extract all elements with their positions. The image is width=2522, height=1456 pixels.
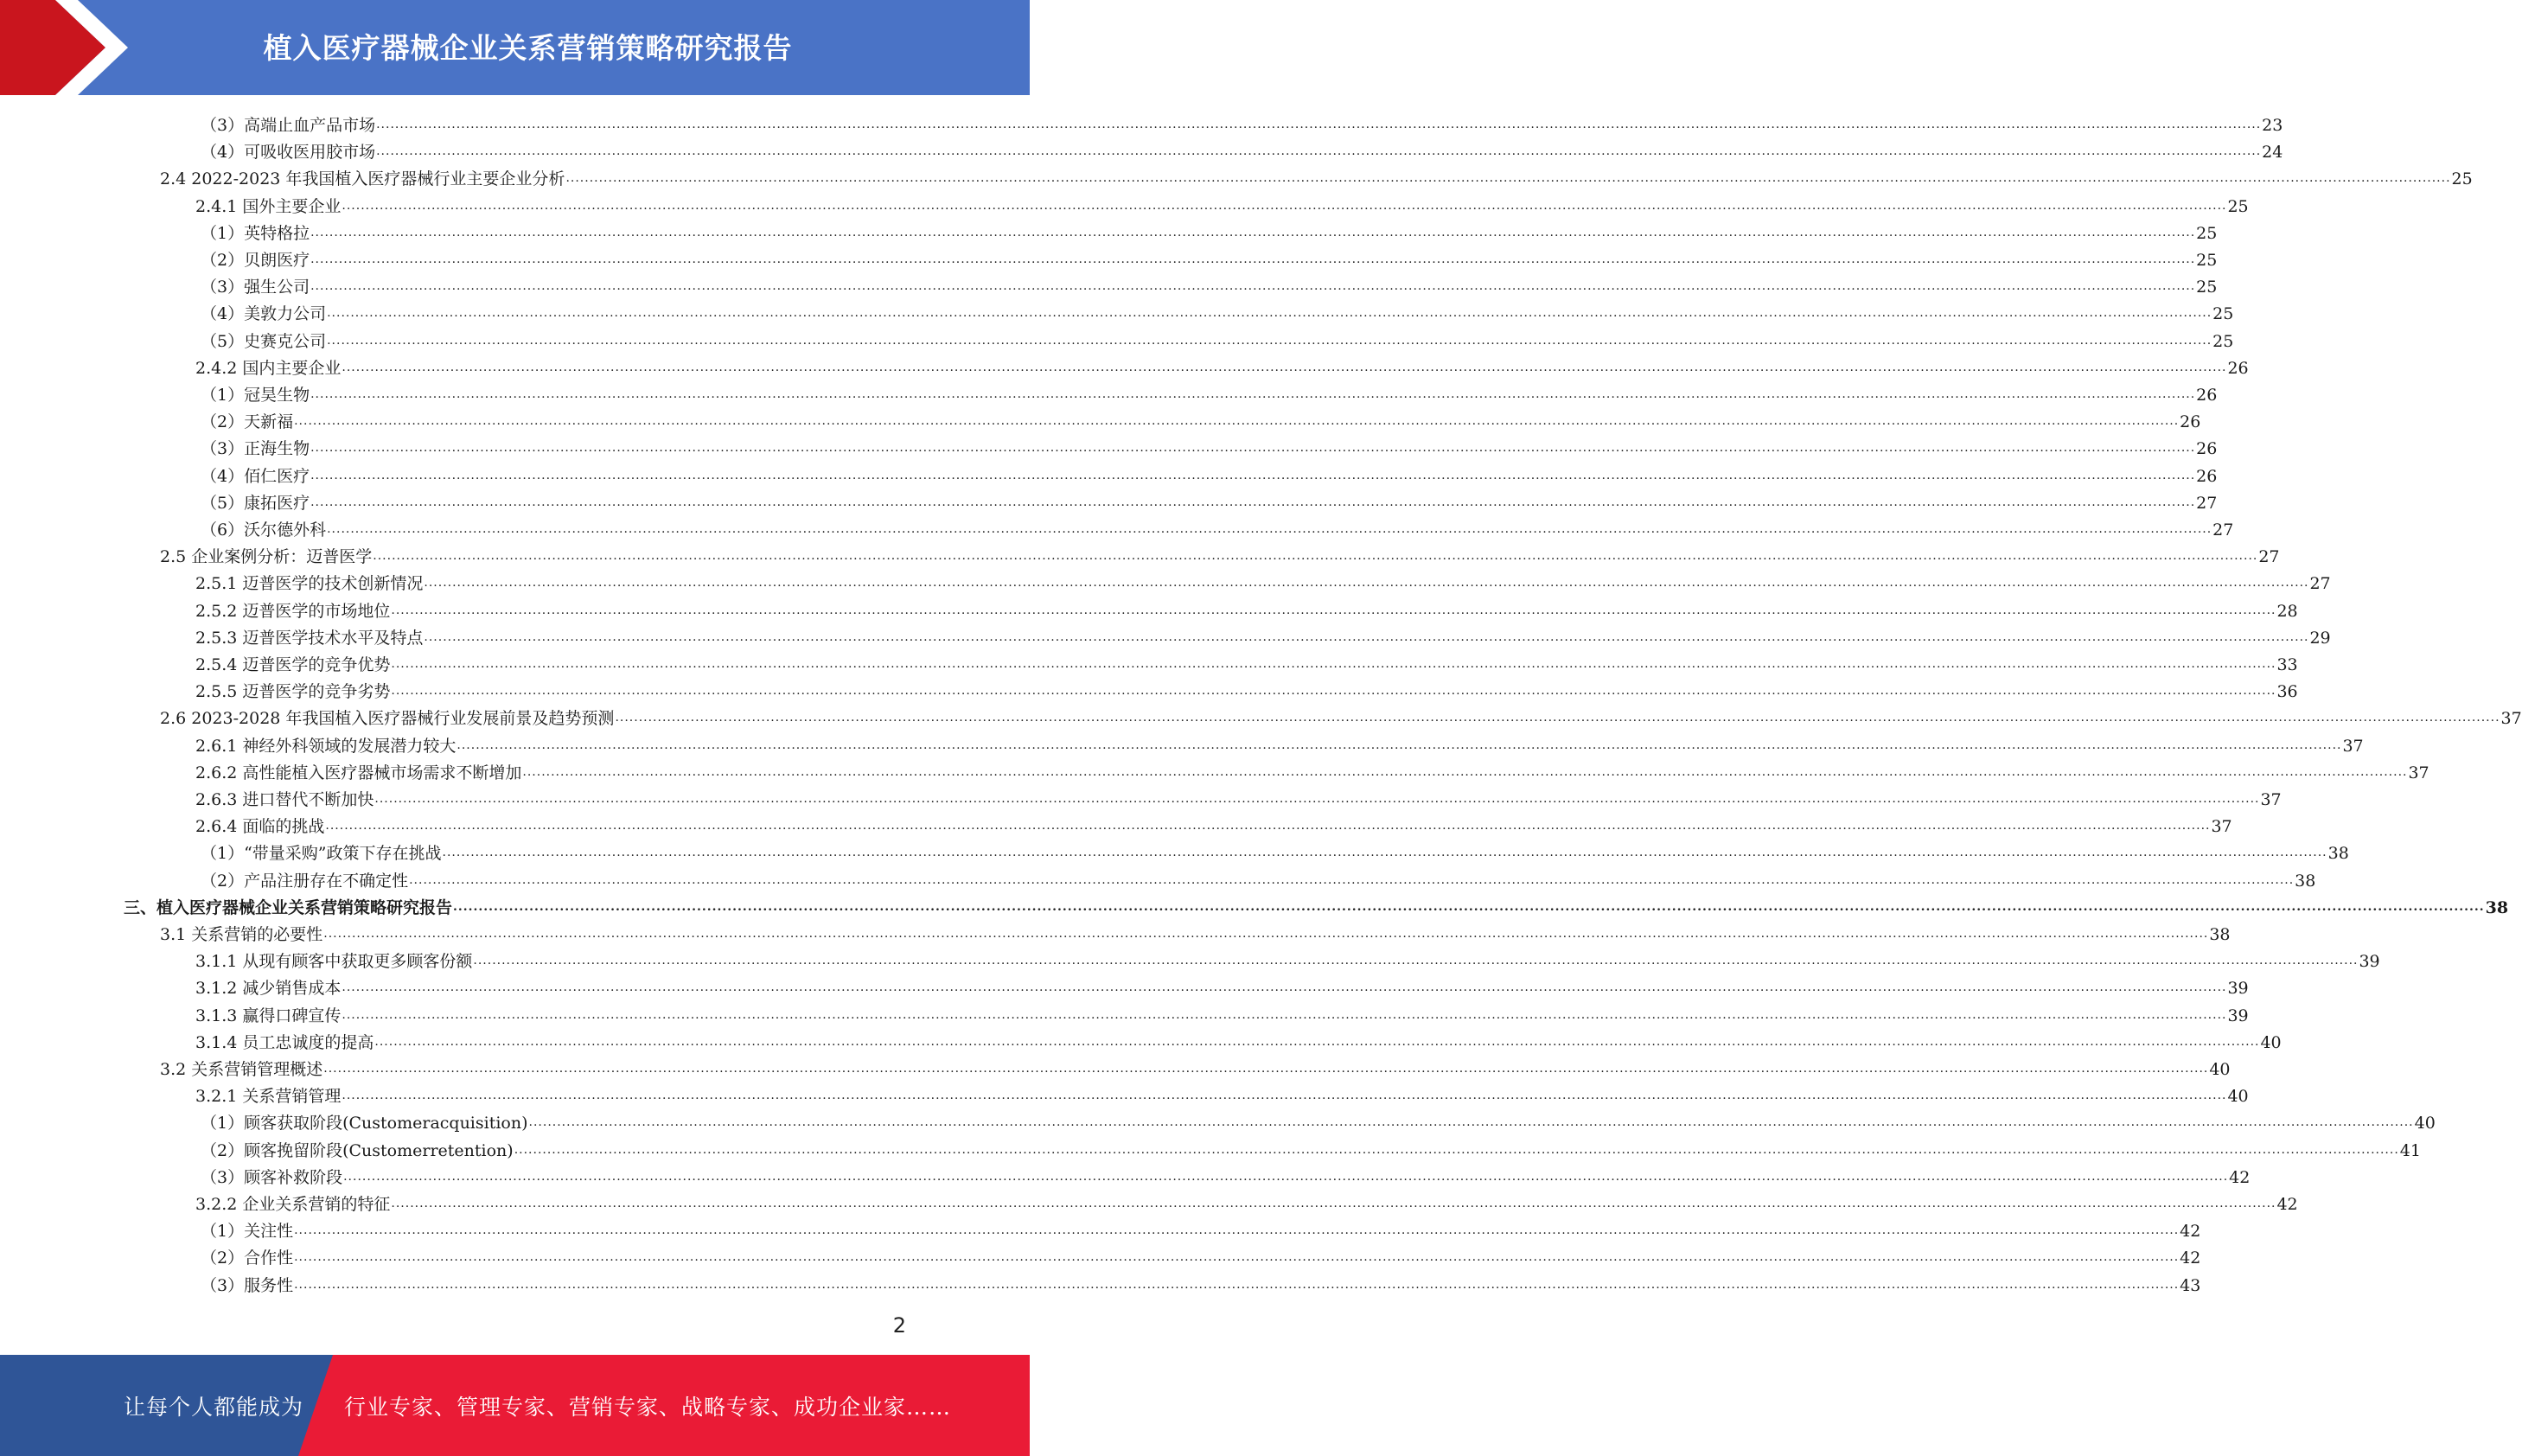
toc-leader-dots: ................................................................................................................................................................................................................................................................................................................................................................................................................ — [294, 1277, 2180, 1292]
toc-entry[interactable] — [195, 191, 2249, 217]
toc-entry-label: （3）高端止血产品市场 — [201, 116, 376, 135]
toc-leader-dots: ................................................................................................................................................................................................................................................................................................................................................................................................................ — [391, 684, 2276, 699]
page-footer — [0, 1355, 1030, 1456]
toc-entry-page: 38 — [2327, 844, 2349, 864]
toc-entry-page: 26 — [2196, 439, 2218, 459]
toc-entry-page: 38 — [2295, 871, 2316, 891]
toc-entry[interactable] — [201, 1270, 2201, 1296]
toc-entry-page: 25 — [2196, 223, 2218, 243]
toc-leader-dots: ................................................................................................................................................................................................................................................................................................................................................................................................................ — [565, 171, 2451, 186]
toc-entry-page: 40 — [2260, 1032, 2282, 1052]
toc-leader-dots: ................................................................................................................................................................................................................................................................................................................................................................................................................ — [342, 1089, 2227, 1103]
toc-entry-label: 2.6.1 神经外科领域的发展潜力较大 — [195, 736, 457, 756]
toc-entry-label: （1）冠昊生物 — [201, 386, 310, 405]
toc-entry-label: （5）康拓医疗 — [201, 493, 310, 513]
toc-entry-page: 24 — [2262, 143, 2283, 163]
toc-entry-page: 27 — [2309, 574, 2331, 594]
toc-entry-page: 39 — [2227, 1006, 2249, 1025]
toc-entry[interactable] — [201, 865, 2316, 891]
toc-leader-dots: ................................................................................................................................................................................................................................................................................................................................................................................................................ — [294, 1223, 2180, 1238]
toc-leader-dots: ................................................................................................................................................................................................................................................................................................................................................................................................................ — [294, 414, 2180, 429]
toc-entry-page: 27 — [2212, 520, 2234, 540]
toc-entry[interactable] — [195, 757, 2429, 783]
toc-entry[interactable] — [201, 406, 2201, 432]
toc-entry-label: 2.5.1 迈普医学的技术创新情况 — [195, 574, 424, 594]
toc-entry-page: 29 — [2309, 628, 2331, 648]
toc-entry-page: 42 — [2180, 1222, 2201, 1242]
toc-entry-page: 40 — [2209, 1060, 2231, 1079]
toc-leader-dots: ................................................................................................................................................................................................................................................................................................................................................................................................................ — [391, 603, 2276, 617]
toc-entry[interactable] — [195, 676, 2298, 702]
toc-leader-dots: ................................................................................................................................................................................................................................................................................................................................................................................................................ — [514, 1142, 2399, 1157]
toc-entry-label: 2.4.1 国外主要企业 — [195, 196, 342, 216]
toc-entry[interactable] — [195, 568, 2331, 594]
toc-entry-label: 2.5.5 迈普医学的竞争劣势 — [195, 682, 391, 702]
toc-entry[interactable] — [160, 1054, 2231, 1080]
toc-entry-label: （6）沃尔德外科 — [201, 520, 327, 540]
toc-leader-dots: ................................................................................................................................................................................................................................................................................................................................................................................................................ — [374, 792, 2260, 806]
toc-entry[interactable] — [195, 1000, 2249, 1026]
toc-leader-dots: ................................................................................................................................................................................................................................................................................................................................................................................................................ — [615, 711, 2500, 725]
toc-leader-dots: ................................................................................................................................................................................................................................................................................................................................................................................................................ — [424, 629, 2309, 644]
toc-leader-dots: ................................................................................................................................................................................................................................................................................................................................................................................................................ — [391, 657, 2276, 671]
toc-leader-dots: ................................................................................................................................................................................................................................................................................................................................................................................................................ — [376, 118, 2262, 131]
toc-leader-dots: ................................................................................................................................................................................................................................................................................................................................................................................................................ — [424, 576, 2309, 591]
toc-entry-page: 37 — [2260, 790, 2282, 809]
toc-entry[interactable] — [201, 838, 2349, 864]
toc-entry-label: 2.5.4 迈普医学的竞争优势 — [195, 655, 391, 674]
toc-entry-page: 42 — [2229, 1167, 2251, 1187]
toc-entry-page: 26 — [2227, 358, 2249, 378]
toc-leader-dots: ................................................................................................................................................................................................................................................................................................................................................................................................................ — [342, 980, 2227, 995]
toc-entry-page: 27 — [2196, 493, 2218, 513]
toc-entry-page: 37 — [2408, 763, 2429, 782]
toc-entry[interactable] — [160, 919, 2231, 945]
toc-entry-label: （3）正海生物 — [201, 439, 310, 459]
toc-entry-label: （3）强生公司 — [201, 278, 310, 297]
toc-entry-label: 3.1.2 减少销售成本 — [195, 979, 342, 999]
toc-leader-dots: ................................................................................................................................................................................................................................................................................................................................................................................................................ — [294, 1250, 2180, 1265]
toc-entry-page: 36 — [2276, 682, 2298, 702]
toc-entry-label: 3.1.1 从现有顾客中获取更多顾客份额 — [195, 952, 473, 972]
toc-leader-dots: ................................................................................................................................................................................................................................................................................................................................................................................................................ — [310, 495, 2196, 509]
toc-entry[interactable] — [195, 1081, 2249, 1107]
toc-entry-label: （1）英特格拉 — [201, 223, 310, 243]
toc-leader-dots: ................................................................................................................................................................................................................................................................................................................................................................................................................ — [327, 306, 2212, 321]
toc-leader-dots: ................................................................................................................................................................................................................................................................................................................................................................................................................ — [409, 872, 2295, 887]
footer-slogan-right: 行业专家、管理专家、营销专家、战略专家、成功企业家…… — [344, 1394, 952, 1420]
toc-entry[interactable] — [195, 946, 2380, 972]
toc-leader-dots: ................................................................................................................................................................................................................................................................................................................................................................................................................ — [376, 144, 2262, 159]
toc-entry-page: 39 — [2227, 979, 2249, 999]
toc-leader-dots: ................................................................................................................................................................................................................................................................................................................................................................................................................ — [453, 899, 2485, 914]
toc-entry-label: （4）可吸收医用胶市场 — [201, 143, 376, 163]
toc-entry-label: 2.6 2023-2028 年我国植入医疗器械行业发展前景及趋势预测 — [160, 709, 615, 729]
toc-entry-label: 3.1 关系营销的必要性 — [160, 925, 323, 944]
toc-leader-dots: ................................................................................................................................................................................................................................................................................................................................................................................................................ — [374, 1034, 2260, 1049]
toc-entry-label: （4）美敦力公司 — [201, 304, 327, 324]
document-title: 植入医疗器械企业关系营销策略研究报告 — [263, 30, 793, 65]
toc-entry[interactable] — [160, 541, 2280, 567]
toc-entry-page: 38 — [2485, 897, 2509, 917]
toc-entry[interactable] — [201, 433, 2218, 459]
toc-entry-page: 33 — [2276, 655, 2298, 674]
toc-entry-page: 28 — [2276, 601, 2298, 621]
toc-entry-page: 41 — [2399, 1140, 2421, 1160]
toc-entry[interactable] — [201, 1216, 2201, 1242]
toc-leader-dots: ................................................................................................................................................................................................................................................................................................................................................................................................................ — [310, 252, 2196, 266]
toc-entry[interactable] — [195, 811, 2232, 837]
toc-entry-page: 40 — [2227, 1087, 2249, 1107]
toc-entry-page: 27 — [2258, 547, 2280, 567]
toc-entry[interactable] — [201, 326, 2234, 352]
toc-leader-dots: ................................................................................................................................................................................................................................................................................................................................................................................................................ — [442, 846, 2327, 860]
toc-entry-page: 39 — [2359, 952, 2380, 972]
toc-entry[interactable] — [201, 110, 2283, 136]
toc-entry[interactable] — [201, 1108, 2436, 1134]
toc-entry-page: 43 — [2180, 1275, 2201, 1295]
toc-entry-label: 2.6.2 高性能植入医疗器械市场需求不断增加 — [195, 763, 522, 782]
toc-entry-label: （3）服务性 — [201, 1275, 294, 1295]
toc-entry[interactable] — [201, 1242, 2201, 1268]
toc-entry-page: 26 — [2196, 386, 2218, 405]
toc-entry[interactable] — [201, 1162, 2251, 1188]
footer-slogan-left: 让每个人都能成为 — [124, 1394, 304, 1420]
toc-entry-label: 2.5 企业案例分析：迈普医学 — [160, 547, 373, 567]
toc-entry-label: 2.4.2 国内主要企业 — [195, 358, 342, 378]
toc-leader-dots: ................................................................................................................................................................................................................................................................................................................................................................................................................ — [343, 1169, 2229, 1184]
toc-entry-page: 23 — [2262, 116, 2283, 135]
toc-leader-dots: ................................................................................................................................................................................................................................................................................................................................................................................................................ — [528, 1115, 2414, 1130]
toc-entry-page: 25 — [2212, 331, 2234, 351]
toc-entry-label: （4）佰仁医疗 — [201, 466, 310, 486]
toc-entry-label: （1）顾客获取阶段(Customeracquisition) — [201, 1114, 528, 1134]
toc-entry[interactable] — [195, 1027, 2282, 1053]
toc-entry-page: 37 — [2211, 817, 2232, 837]
toc-entry-label: （2）产品注册存在不确定性 — [201, 871, 409, 891]
toc-leader-dots: ................................................................................................................................................................................................................................................................................................................................................................................................................ — [327, 333, 2212, 348]
toc-entry[interactable] — [201, 245, 2218, 271]
toc-entry[interactable] — [195, 784, 2282, 810]
toc-leader-dots: ................................................................................................................................................................................................................................................................................................................................................................................................................ — [342, 360, 2227, 374]
toc-leader-dots: ................................................................................................................................................................................................................................................................................................................................................................................................................ — [310, 441, 2196, 456]
toc-entry-label: （1）“带量采购”政策下存在挑战 — [201, 844, 442, 864]
toc-leader-dots: ................................................................................................................................................................................................................................................................................................................................................................................................................ — [323, 1062, 2209, 1076]
toc-leader-dots: ................................................................................................................................................................................................................................................................................................................................................................................................................ — [342, 1007, 2227, 1022]
toc-leader-dots: ................................................................................................................................................................................................................................................................................................................................................................................................................ — [310, 279, 2196, 294]
toc-entry[interactable] — [201, 298, 2234, 324]
toc-entry[interactable] — [160, 163, 2473, 189]
toc-entry-label: 3.1.3 赢得口碑宣传 — [195, 1006, 342, 1025]
toc-entry-label: 3.2.2 企业关系营销的特征 — [195, 1195, 391, 1214]
toc-entry-label: 3.1.4 员工忠诚度的提高 — [195, 1032, 374, 1052]
toc-entry-page: 37 — [2500, 709, 2522, 729]
toc-entry-page: 25 — [2212, 304, 2234, 324]
page-header — [0, 0, 1030, 95]
toc-entry-label: 2.5.3 迈普医学技术水平及特点 — [195, 628, 424, 648]
toc-entry[interactable] — [201, 137, 2283, 163]
toc-entry-label: （2）贝朗医疗 — [201, 251, 310, 270]
toc-chapter-entry[interactable] — [124, 892, 2509, 918]
toc-entry[interactable] — [195, 623, 2331, 648]
toc-leader-dots: ................................................................................................................................................................................................................................................................................................................................................................................................................ — [327, 522, 2212, 536]
toc-entry[interactable] — [201, 1135, 2421, 1161]
toc-leader-dots: ................................................................................................................................................................................................................................................................................................................................................................................................................ — [310, 468, 2196, 482]
toc-entry-label: 2.6.3 进口替代不断加快 — [195, 790, 374, 809]
toc-leader-dots: ................................................................................................................................................................................................................................................................................................................................................................................................................ — [391, 1197, 2276, 1210]
toc-entry-label: （2）合作性 — [201, 1248, 294, 1268]
toc-entry-page: 38 — [2209, 925, 2231, 944]
toc-leader-dots: ................................................................................................................................................................................................................................................................................................................................................................................................................ — [522, 764, 2408, 779]
toc-entry[interactable] — [195, 973, 2249, 999]
toc-entry[interactable] — [195, 731, 2364, 757]
toc-entry-page: 40 — [2414, 1114, 2436, 1134]
toc-entry-label: （5）史赛克公司 — [201, 331, 327, 351]
page-number: 2 — [892, 1313, 906, 1338]
toc-entry[interactable] — [201, 271, 2218, 297]
toc-entry-label: （1）关注性 — [201, 1222, 294, 1242]
toc-entry[interactable] — [195, 353, 2249, 379]
toc-leader-dots: ................................................................................................................................................................................................................................................................................................................................................................................................................ — [373, 549, 2258, 564]
toc-entry-label: 3.2.1 关系营销管理 — [195, 1087, 342, 1107]
toc-leader-dots: ................................................................................................................................................................................................................................................................................................................................................................................................................ — [325, 819, 2211, 833]
toc-entry[interactable] — [201, 380, 2218, 406]
toc-entry-label: 2.6.4 面临的挑战 — [195, 817, 325, 837]
toc-entry-page: 37 — [2342, 736, 2364, 756]
toc-entry-label: 3.2 关系营销管理概述 — [160, 1060, 323, 1079]
toc-entry-page: 25 — [2451, 169, 2473, 189]
toc-entry-label: （2）顾客挽留阶段(Customerretention) — [201, 1140, 514, 1160]
toc-entry[interactable] — [201, 514, 2234, 540]
toc-entry[interactable] — [195, 596, 2298, 622]
toc-entry-label: （3）顾客补救阶段 — [201, 1167, 343, 1187]
toc-entry[interactable] — [201, 218, 2218, 244]
toc-entry-label: 2.4 2022-2023 年我国植入医疗器械行业主要企业分析 — [160, 169, 565, 189]
toc-entry-page: 42 — [2180, 1248, 2201, 1268]
toc-entry-page: 25 — [2227, 196, 2249, 216]
toc-leader-dots: ................................................................................................................................................................................................................................................................................................................................................................................................................ — [310, 225, 2196, 239]
toc-entry-page: 25 — [2196, 278, 2218, 297]
toc-entry[interactable] — [195, 1189, 2298, 1215]
toc-entry-page: 25 — [2196, 251, 2218, 270]
toc-entry-label: 2.5.2 迈普医学的市场地位 — [195, 601, 391, 621]
toc-leader-dots: ................................................................................................................................................................................................................................................................................................................................................................................................................ — [310, 387, 2196, 401]
toc-entry-label: （2）天新福 — [201, 412, 294, 432]
toc-entry-label: 三、植入医疗器械企业关系营销策略研究报告 — [124, 897, 453, 917]
toc-entry[interactable] — [160, 703, 2522, 729]
toc-entry[interactable] — [201, 488, 2218, 514]
toc-entry[interactable] — [195, 649, 2298, 675]
toc-entry[interactable] — [201, 461, 2218, 487]
toc-leader-dots: ................................................................................................................................................................................................................................................................................................................................................................................................................ — [323, 927, 2209, 941]
toc-entry-page: 26 — [2196, 466, 2218, 486]
toc-leader-dots: ................................................................................................................................................................................................................................................................................................................................................................................................................ — [342, 198, 2227, 213]
toc-leader-dots: ................................................................................................................................................................................................................................................................................................................................................................................................................ — [473, 954, 2359, 968]
toc-entry-page: 26 — [2180, 412, 2201, 432]
toc-leader-dots: ................................................................................................................................................................................................................................................................................................................................................................................................................ — [457, 738, 2342, 752]
toc-entry-page: 42 — [2276, 1195, 2298, 1214]
